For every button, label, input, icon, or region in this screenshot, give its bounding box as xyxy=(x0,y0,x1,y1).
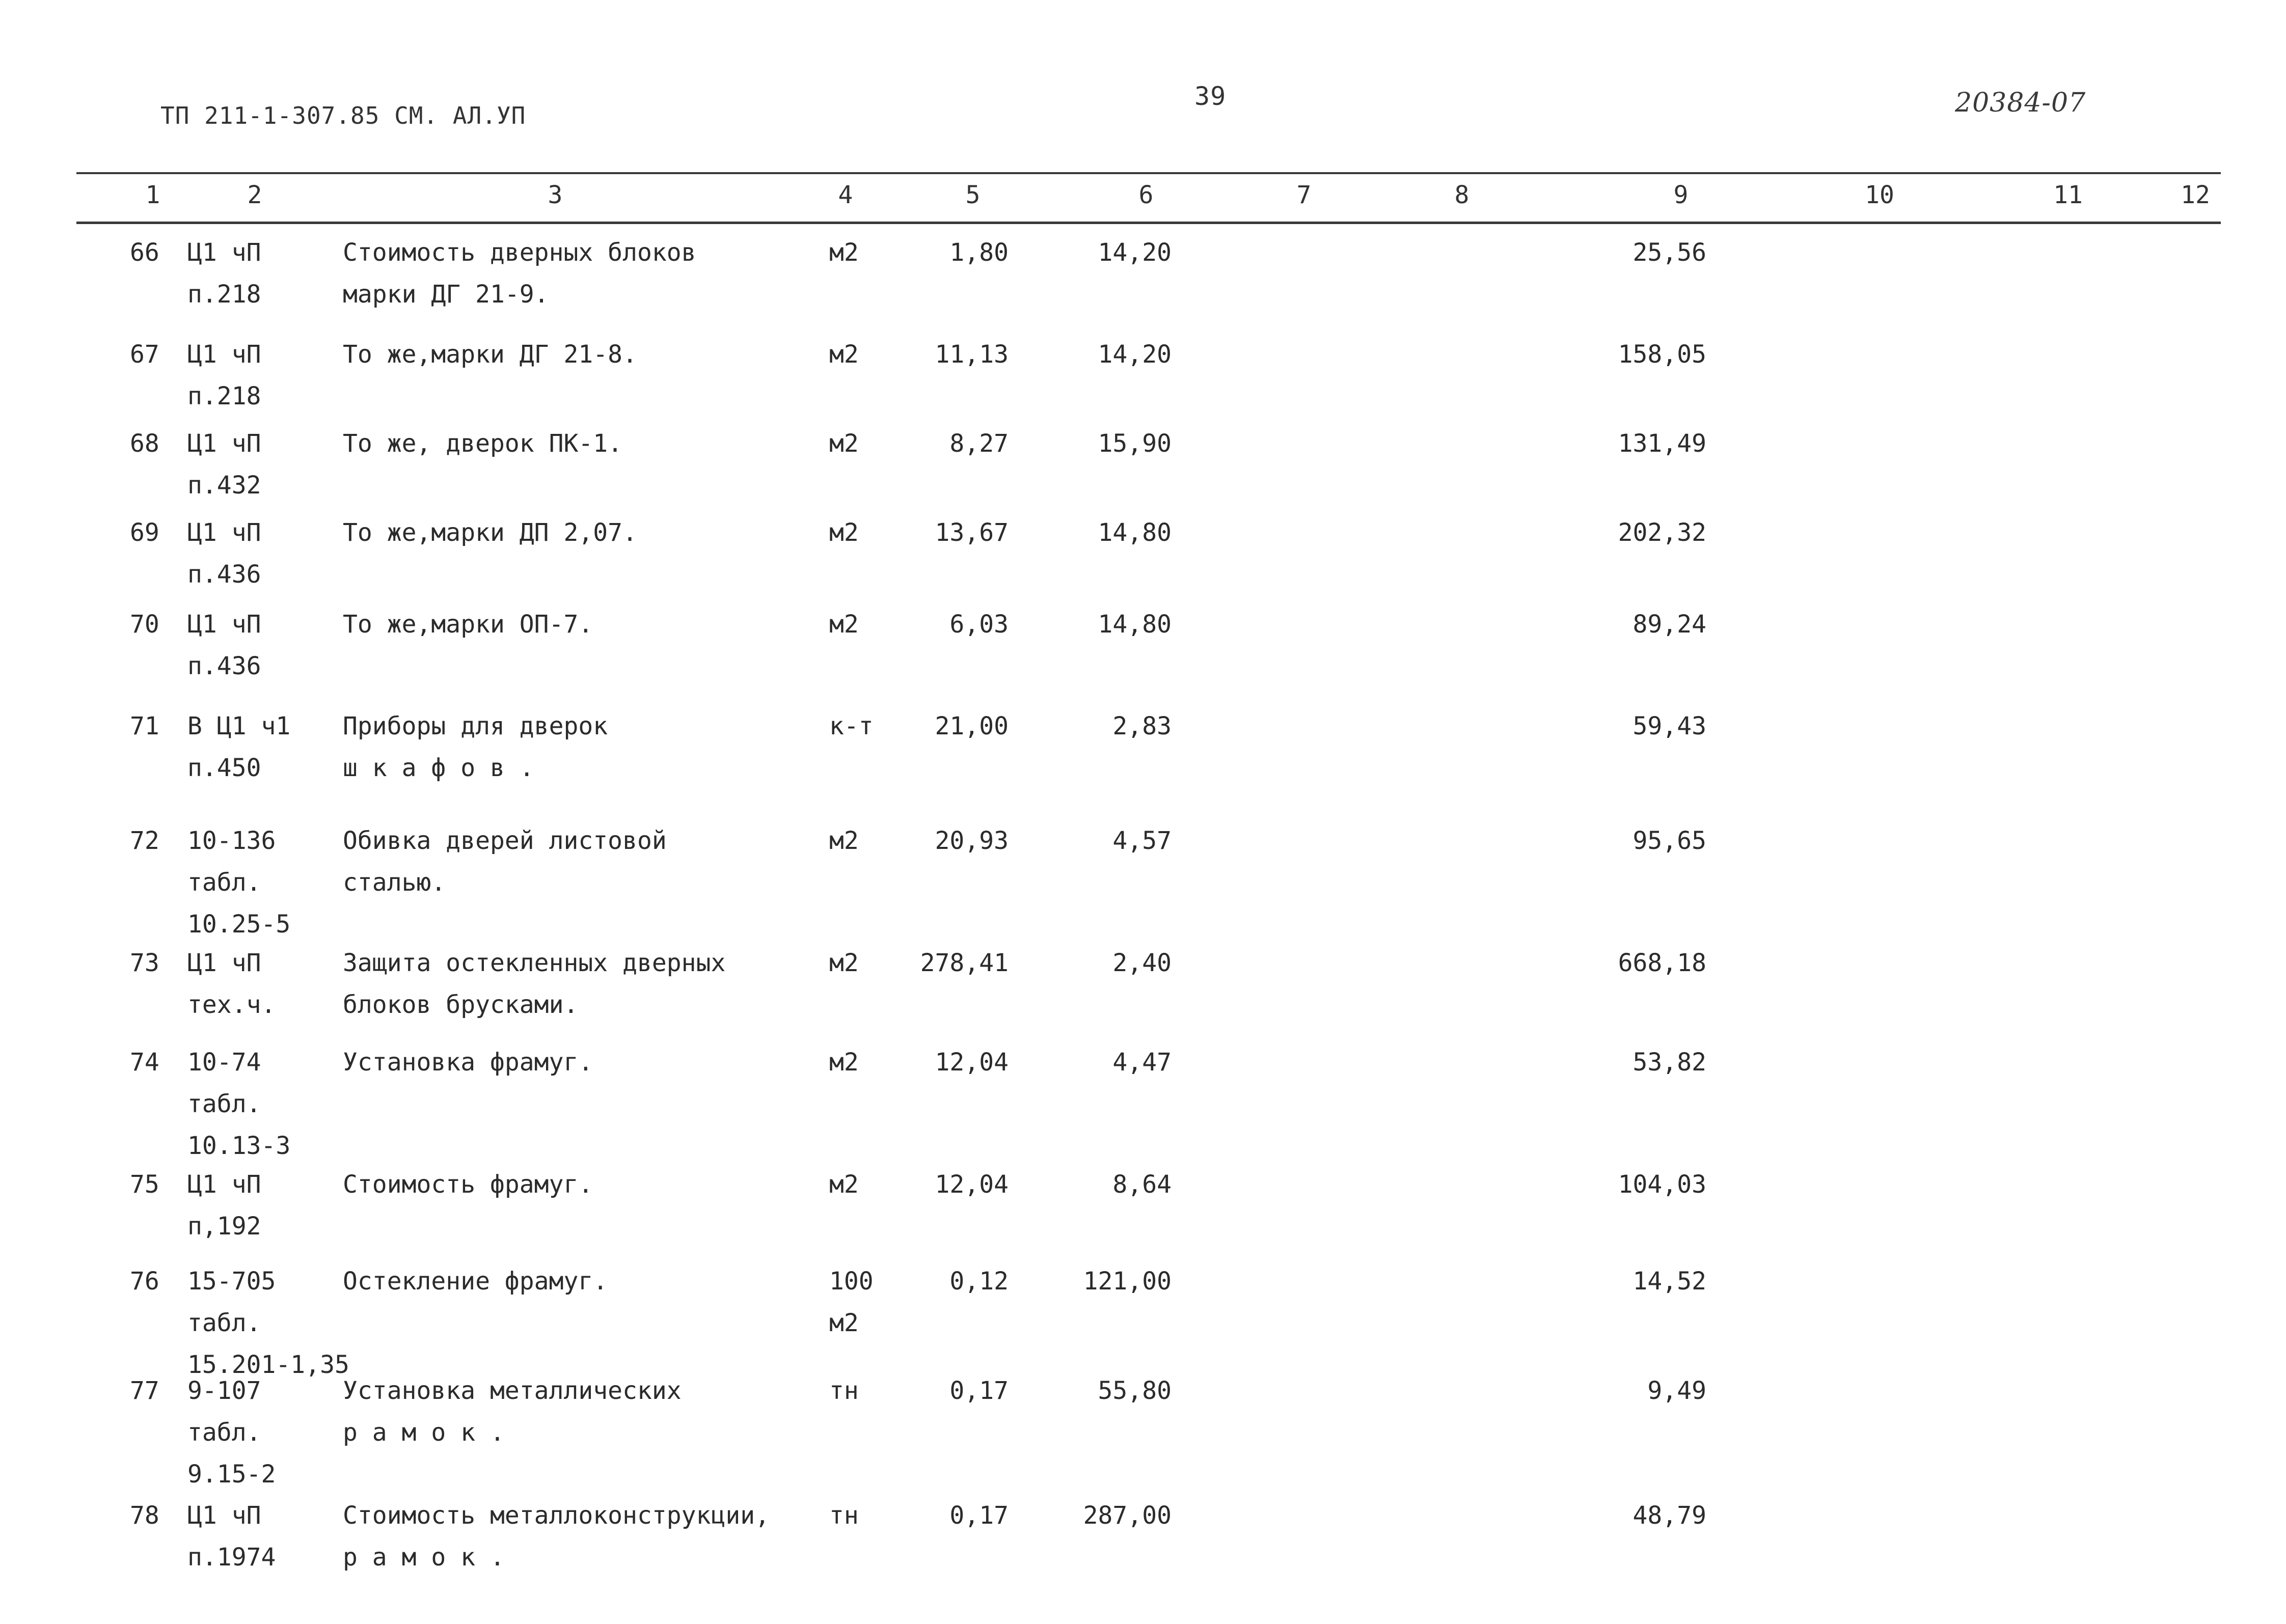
price-reference xyxy=(187,423,261,506)
row-number: 73 xyxy=(130,949,159,977)
quantity: 1,80 xyxy=(949,238,1009,267)
work-description-line: марки ДГ 21-9. xyxy=(343,280,549,309)
work-description-line: То же,марки ОП-7. xyxy=(343,610,593,639)
document-code: ТП 211-1-307.85 СМ. АЛ.УП xyxy=(160,102,526,129)
price-reference-line: 15.201-1,35 xyxy=(187,1351,349,1379)
unit-of-measure-line: 100 xyxy=(829,1267,874,1296)
total-cost: 202,32 xyxy=(1618,518,1706,547)
unit-price: 2,40 xyxy=(1112,949,1172,977)
work-description-line: р а м о к . xyxy=(343,1543,505,1572)
work-description xyxy=(343,1260,608,1302)
table-row xyxy=(0,1260,2286,1379)
archive-number: 20384-07 xyxy=(1955,88,2086,118)
work-description-line: ш к а ф о в . xyxy=(343,754,534,782)
price-reference xyxy=(187,512,261,595)
unit-of-measure-line: м2 xyxy=(829,949,859,977)
unit-of-measure xyxy=(829,232,859,273)
price-reference-line: п,192 xyxy=(187,1212,261,1241)
price-reference xyxy=(187,1370,276,1495)
unit-of-measure-line: тн xyxy=(829,1501,859,1530)
price-reference-line: 15-705 xyxy=(187,1267,276,1296)
column-number: 7 xyxy=(1296,181,1312,209)
unit-price: 121,00 xyxy=(1083,1267,1172,1296)
column-number: 10 xyxy=(1865,181,1894,209)
price-reference xyxy=(187,1164,261,1247)
price-reference-line: п.432 xyxy=(187,471,261,500)
work-description-line: Стоимость дверных блоков xyxy=(343,238,696,267)
price-reference-line: 9.15-2 xyxy=(187,1460,276,1489)
work-description xyxy=(343,705,608,789)
unit-of-measure-line: м2 xyxy=(829,518,859,547)
quantity: 8,27 xyxy=(949,429,1009,458)
price-reference-line: табл. xyxy=(187,1309,261,1337)
work-description-line: блоков брусками. xyxy=(343,990,579,1019)
work-description xyxy=(343,603,593,645)
unit-price: 14,20 xyxy=(1098,238,1172,267)
work-description xyxy=(343,942,725,1026)
table-row xyxy=(0,334,2286,410)
column-number: 6 xyxy=(1138,181,1154,209)
unit-of-measure xyxy=(829,1495,859,1536)
work-description xyxy=(343,334,637,375)
work-description xyxy=(343,232,696,315)
unit-of-measure xyxy=(829,423,859,464)
work-description-line: сталью. xyxy=(343,868,446,897)
column-number: 2 xyxy=(247,181,262,209)
table-row xyxy=(0,1370,2286,1489)
table-row xyxy=(0,1041,2286,1160)
column-number: 9 xyxy=(1673,181,1689,209)
unit-price: 4,47 xyxy=(1112,1048,1172,1077)
table-row xyxy=(0,423,2286,500)
price-reference xyxy=(187,820,290,945)
price-reference-line: п.218 xyxy=(187,382,261,410)
work-description-line: Защита остекленных дверных xyxy=(343,949,726,977)
work-description xyxy=(343,512,637,554)
row-number: 74 xyxy=(130,1048,159,1077)
price-reference-line: 10.13-3 xyxy=(187,1132,291,1160)
work-description-line: р а м о к . xyxy=(343,1418,505,1447)
total-cost: 59,43 xyxy=(1632,712,1706,740)
work-description-line: То же,марки ДГ 21-8. xyxy=(343,340,637,369)
column-number: 11 xyxy=(2053,181,2083,209)
column-number: 5 xyxy=(965,181,981,209)
row-number: 68 xyxy=(130,429,159,458)
unit-of-measure-line: м2 xyxy=(829,610,859,639)
unit-of-measure xyxy=(829,1041,859,1083)
unit-of-measure-line: м2 xyxy=(829,1170,859,1199)
price-reference xyxy=(187,1041,290,1167)
unit-of-measure-line: м2 xyxy=(829,429,859,458)
price-reference-line: табл. xyxy=(187,868,261,897)
row-number: 76 xyxy=(130,1267,159,1296)
work-description xyxy=(343,820,667,903)
unit-of-measure-line: тн xyxy=(829,1377,859,1405)
row-number: 71 xyxy=(130,712,159,740)
price-reference-line: табл. xyxy=(187,1418,261,1447)
table-row xyxy=(0,1495,2286,1572)
quantity: 13,67 xyxy=(935,518,1009,547)
unit-of-measure-line: м2 xyxy=(829,1309,859,1337)
work-description-line: Приборы для дверок xyxy=(343,712,608,740)
total-cost: 95,65 xyxy=(1632,827,1706,855)
price-reference-line: п.1974 xyxy=(187,1543,276,1572)
unit-price: 2,83 xyxy=(1112,712,1172,740)
row-number: 78 xyxy=(130,1501,159,1530)
price-reference xyxy=(187,942,276,1026)
price-reference-line: 10-74 xyxy=(187,1048,261,1077)
unit-of-measure xyxy=(829,512,859,554)
price-reference-line: 10-136 xyxy=(187,827,276,855)
page-number: 39 xyxy=(1194,81,1227,111)
total-cost: 53,82 xyxy=(1632,1048,1706,1077)
unit-of-measure xyxy=(829,603,859,645)
total-cost: 14,52 xyxy=(1632,1267,1706,1296)
column-number: 3 xyxy=(548,181,563,209)
price-reference-line: табл. xyxy=(187,1090,261,1118)
unit-of-measure-line: м2 xyxy=(829,1048,859,1077)
unit-price: 287,00 xyxy=(1083,1501,1172,1530)
work-description-line: Стоимость металлоконструкции, xyxy=(343,1501,770,1530)
quantity: 278,41 xyxy=(920,949,1009,977)
work-description xyxy=(343,1164,593,1205)
total-cost: 104,03 xyxy=(1618,1170,1706,1199)
quantity: 0,12 xyxy=(949,1267,1009,1296)
work-description-line: То же, дверок ПК-1. xyxy=(343,429,623,458)
unit-price: 15,90 xyxy=(1098,429,1172,458)
row-number: 66 xyxy=(130,238,159,267)
price-reference-line: Ц1 чП xyxy=(187,518,261,547)
total-cost: 158,05 xyxy=(1618,340,1706,369)
unit-price: 4,57 xyxy=(1112,827,1172,855)
price-reference xyxy=(187,603,261,687)
quantity: 12,04 xyxy=(935,1048,1009,1077)
quantity: 21,00 xyxy=(935,712,1009,740)
price-reference xyxy=(187,232,261,315)
price-reference xyxy=(187,334,261,417)
column-number: 4 xyxy=(838,181,853,209)
row-number: 77 xyxy=(130,1377,159,1405)
price-reference-line: п.436 xyxy=(187,652,261,680)
unit-of-measure xyxy=(829,705,874,747)
work-description-line: Установка металлических xyxy=(343,1377,682,1405)
work-description xyxy=(343,1370,682,1453)
work-description xyxy=(343,1041,593,1083)
table-row xyxy=(0,820,2286,939)
column-number: 1 xyxy=(145,181,160,209)
unit-of-measure xyxy=(829,334,859,375)
unit-of-measure-line: м2 xyxy=(829,827,859,855)
total-cost: 9,49 xyxy=(1647,1377,1706,1405)
unit-price: 55,80 xyxy=(1098,1377,1172,1405)
price-reference-line: Ц1 чП xyxy=(187,429,261,458)
unit-of-measure xyxy=(829,1260,874,1344)
total-cost: 48,79 xyxy=(1632,1501,1706,1530)
work-description-line: То же,марки ДП 2,07. xyxy=(343,518,637,547)
total-cost: 668,18 xyxy=(1618,949,1706,977)
quantity: 11,13 xyxy=(935,340,1009,369)
column-number: 12 xyxy=(2181,181,2210,209)
unit-price: 14,80 xyxy=(1098,518,1172,547)
total-cost: 25,56 xyxy=(1632,238,1706,267)
quantity: 6,03 xyxy=(949,610,1009,639)
price-reference-line: Ц1 чП xyxy=(187,1170,261,1199)
table-row xyxy=(0,942,2286,1019)
table-row xyxy=(0,603,2286,680)
price-reference-line: Ц1 чП xyxy=(187,238,261,267)
unit-price: 14,80 xyxy=(1098,610,1172,639)
work-description xyxy=(343,423,622,464)
quantity: 20,93 xyxy=(935,827,1009,855)
unit-price: 8,64 xyxy=(1112,1170,1172,1199)
price-reference xyxy=(187,705,290,789)
quantity: 0,17 xyxy=(949,1501,1009,1530)
price-reference-line: п.450 xyxy=(187,754,261,782)
price-reference-line: В Ц1 ч1 xyxy=(187,712,291,740)
work-description-line: Стоимость фрамуг. xyxy=(343,1170,593,1199)
quantity: 0,17 xyxy=(949,1377,1009,1405)
unit-of-measure xyxy=(829,1164,859,1205)
price-reference-line: Ц1 чП xyxy=(187,1501,261,1530)
unit-of-measure xyxy=(829,820,859,862)
table-row xyxy=(0,512,2286,589)
price-reference-line: Ц1 чП xyxy=(187,340,261,369)
price-reference-line: тех.ч. xyxy=(187,990,276,1019)
price-reference-line: 9-107 xyxy=(187,1377,261,1405)
row-number: 67 xyxy=(130,340,159,369)
work-description-line: Обивка дверей листовой xyxy=(343,827,667,855)
row-number: 69 xyxy=(130,518,159,547)
row-number: 75 xyxy=(130,1170,159,1199)
row-number: 70 xyxy=(130,610,159,639)
price-reference xyxy=(187,1260,349,1386)
work-description-line: Остекление фрамуг. xyxy=(343,1267,608,1296)
price-reference-line: Ц1 чП xyxy=(187,610,261,639)
table-row xyxy=(0,1164,2286,1241)
column-number: 8 xyxy=(1454,181,1469,209)
work-description xyxy=(343,1495,770,1578)
price-reference-line: Ц1 чП xyxy=(187,949,261,977)
price-reference-line: п.218 xyxy=(187,280,261,309)
table-row xyxy=(0,232,2286,309)
unit-price: 14,20 xyxy=(1098,340,1172,369)
price-reference-line: п.436 xyxy=(187,560,261,589)
price-reference-line: 10.25-5 xyxy=(187,910,291,939)
unit-of-measure-line: к-т xyxy=(829,712,874,740)
table-row xyxy=(0,705,2286,782)
row-number: 72 xyxy=(130,827,159,855)
total-cost: 89,24 xyxy=(1632,610,1706,639)
total-cost: 131,49 xyxy=(1618,429,1706,458)
unit-of-measure xyxy=(829,942,859,984)
work-description-line: Установка фрамуг. xyxy=(343,1048,593,1077)
unit-of-measure xyxy=(829,1370,859,1412)
quantity: 12,04 xyxy=(935,1170,1009,1199)
unit-of-measure-line: м2 xyxy=(829,238,859,267)
price-reference xyxy=(187,1495,276,1578)
unit-of-measure-line: м2 xyxy=(829,340,859,369)
